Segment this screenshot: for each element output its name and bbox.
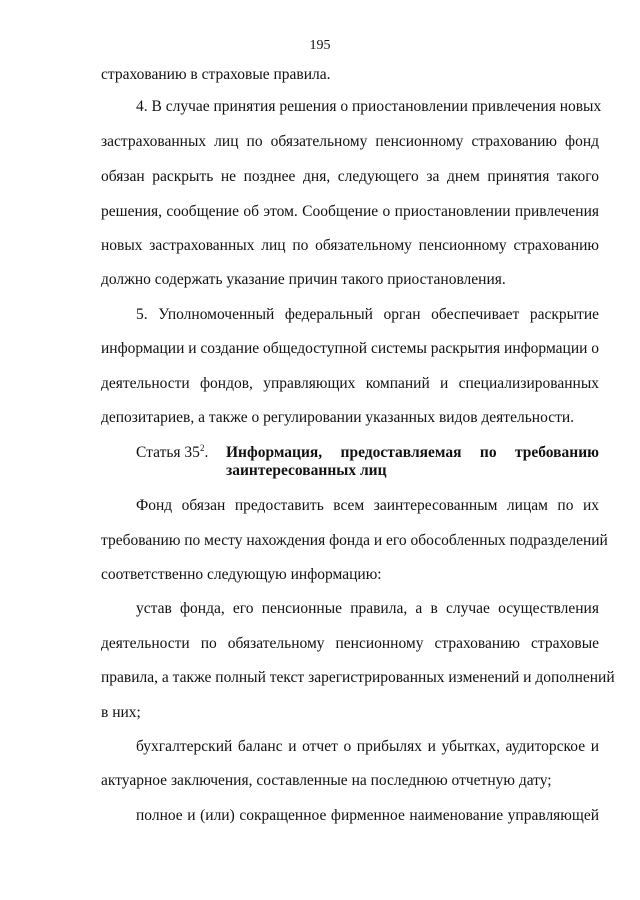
article-title: Информация, предоставляемая по требованию [226, 444, 599, 461]
text-line: должно содержать указание причин такого приостановления. [101, 271, 506, 288]
text-line: деятельности фондов, управляющих компаний и специализированных [101, 375, 599, 392]
text-line: в них; [101, 704, 141, 721]
text-line: страхованию в страховые правила. [101, 66, 331, 83]
text-line: 5. Уполномоченный федеральный орган обеспечивает раскрытие [136, 306, 599, 323]
text-line: Фонд обязан предоставить всем заинтересованным лицам по их [136, 497, 599, 514]
page-number: 195 [309, 38, 331, 53]
text-line: информации и создание общедоступной системы раскрытия информации о [101, 340, 600, 357]
text-line: новых застрахованных лиц по обязательному пенсионному страхованию [101, 237, 599, 254]
text-line: 4. В случае принятия решения о приостановлении привлечения новых [136, 98, 602, 115]
text-line: актуарное заключения, составленные на последнюю отчетную дату; [101, 772, 552, 789]
text-line: полное и (или) сокращенное фирменное наименование управляющей [136, 807, 599, 824]
text-line: деятельности по обязательному пенсионному страхованию страховые [101, 635, 599, 652]
article-label-sup: 2 [199, 442, 205, 453]
article-label [136, 444, 208, 462]
text-line: обязан раскрыть не позднее дня, следующего за днем принятия такого [101, 168, 599, 185]
text-line: бухгалтерский баланс и отчет о прибылях и убытках, аудиторское и [136, 738, 599, 755]
article-label-suffix: . [204, 444, 209, 461]
text-line: застрахованных лиц по обязательному пенсионному страхованию фонд [101, 133, 599, 150]
text-line: правила, а также полный текст зарегистрированных изменений и дополнений [101, 669, 615, 686]
text-line: устав фонда, его пенсионные правила, а в случае осуществления [136, 600, 599, 617]
text-line: депозитариев, а также о регулировании указанных видов деятельности. [101, 409, 575, 426]
article-title-continued: заинтересованных лиц [226, 462, 387, 479]
article-label-text: Статья 35 [136, 444, 200, 461]
text-line: решения, сообщение об этом. Сообщение о приостановлении привлечения [101, 203, 599, 220]
text-line: соответственно следующую информацию: [101, 566, 382, 583]
text-line: требованию по месту нахождения фонда и его обособленных подразделений [101, 532, 608, 549]
